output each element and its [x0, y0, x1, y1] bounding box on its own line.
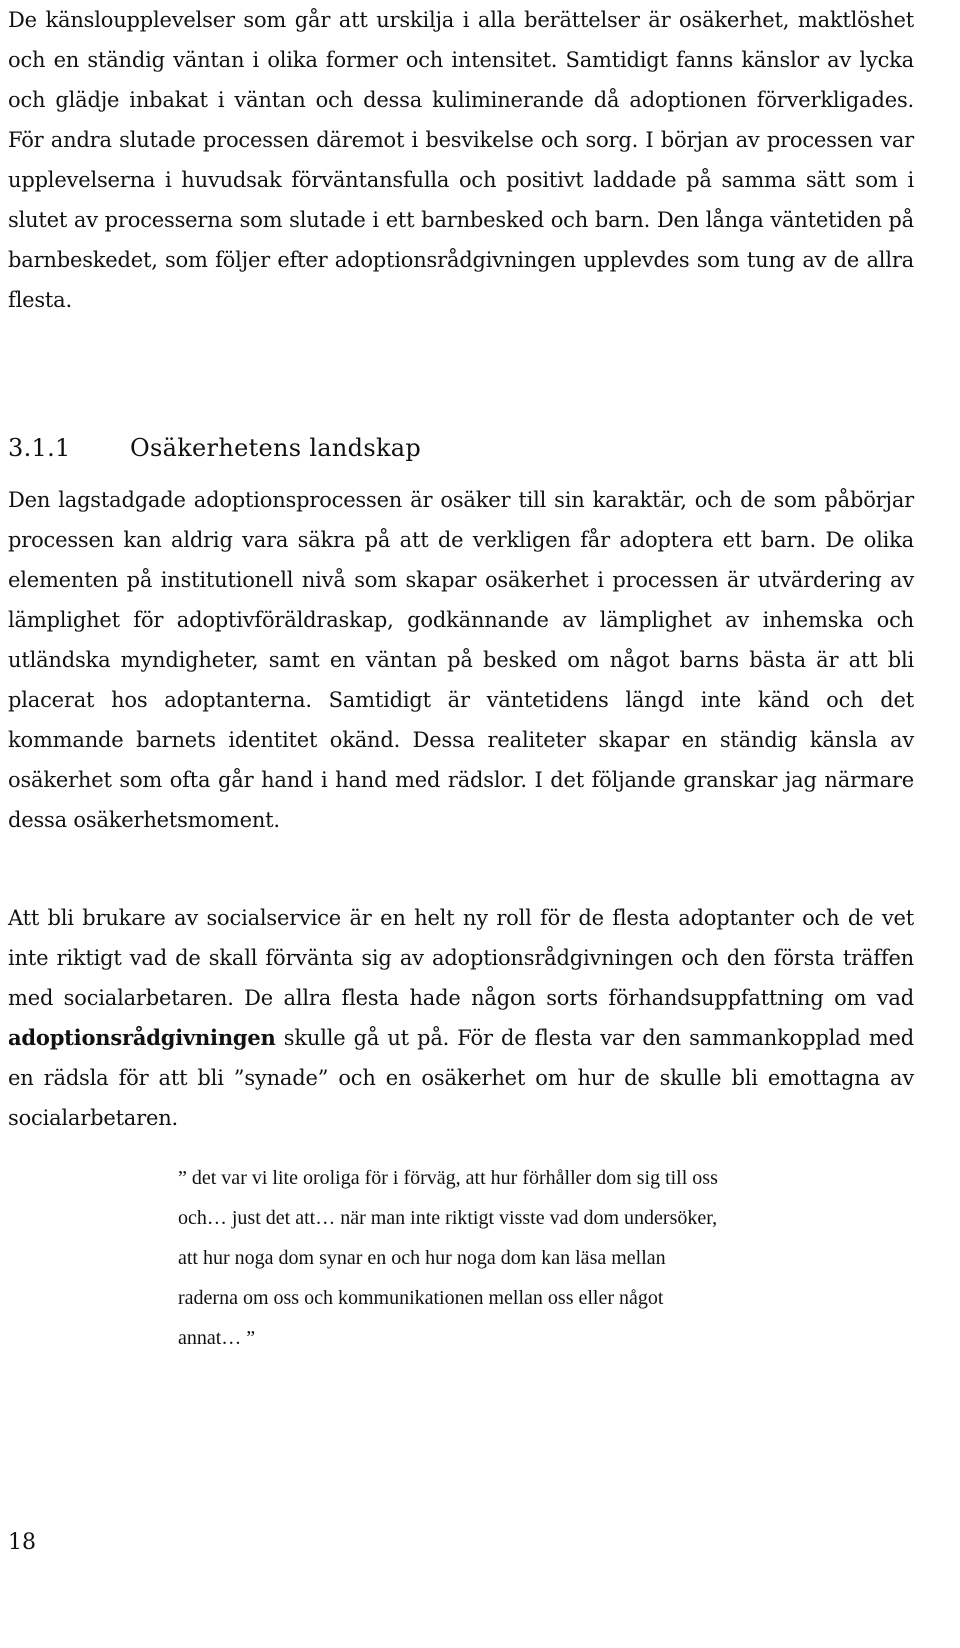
paragraph-social-service-text-end: skulle gå ut på. För de flesta var den sammankopplad med en rädsla för att bli ”synade” och en osäkerhet om hur de skulle bli emottagna av socialarbetaren. — [8, 1026, 914, 1130]
quote-line: annat… ” — [178, 1327, 256, 1349]
interview-quote — [178, 1158, 900, 1358]
paragraph-emotions: De känsloupplevelser som går att urskilja i alla berättelser är osäkerhet, maktlöshet och en ständig väntan i olika former och intensitet. Samtidigt fanns känslor av lycka och glädje inbakat i väntan och dessa kuliminerande då adoptionen förverkligades. För andra slutade processen däremot i besvikelse och sorg. I början av processen var upplevelserna i huvudsak förväntansfulla och positivt laddade på samma sätt som i slutet av processerna som slutade i ett barnbesked och barn. Den långa väntetiden på barnbeskedet, som följer efter adoptionsrådgivningen upplevdes som tung av de allra flesta. — [8, 8, 914, 312]
section-heading — [8, 428, 914, 468]
quote-line: att hur noga dom synar en och hur noga dom kan läsa mellan — [178, 1247, 666, 1269]
quote-line: och… just det att… när man inte riktigt visste vad dom undersöker, — [178, 1207, 718, 1229]
bold-term: adoptionsrådgivningen — [8, 1025, 276, 1050]
paragraph-social-service-text-start: Att bli brukare av socialservice är en helt ny roll för de flesta adoptanter och de vet inte riktigt vad de skall förvänta sig av adoptionsrådgivningen och den första träffen med socialarbetaren. De allra flesta hade någon sorts förhandsuppfattning om vad — [8, 906, 914, 1010]
paragraph-social-service — [8, 898, 914, 1138]
quote-line: raderna om oss och kommunikationen mellan oss eller något — [178, 1287, 664, 1309]
page-number: 18 — [8, 1530, 36, 1555]
quote-line: ” det var vi lite oroliga för i förväg, att hur förhåller dom sig till oss — [178, 1167, 718, 1189]
section-number: 3.1.1 — [8, 434, 71, 462]
paragraph-uncertainty: Den lagstadgade adoptionsprocessen är osäker till sin karaktär, och de som påbörjar processen kan aldrig vara säkra på att de verkligen får adoptera ett barn. De olika elementen på institutionell nivå som skapar osäkerhet i processen är utvärdering av lämplighet för adoptivföräldraskap, godkännande av lämplighet av inhemska och utländska myndigheter, samt en väntan på besked om något barns bästa är att bli placerat hos adoptanterna. Samtidigt är väntetidens längd inte känd och det kommande barnets identitet okänd. Dessa realiteter skapar en ständig känsla av osäkerhet som ofta går hand i hand med rädslor. I det följande granskar jag närmare dessa osäkerhetsmoment. — [8, 488, 914, 832]
section-title: Osäkerhetens landskap — [130, 434, 422, 462]
